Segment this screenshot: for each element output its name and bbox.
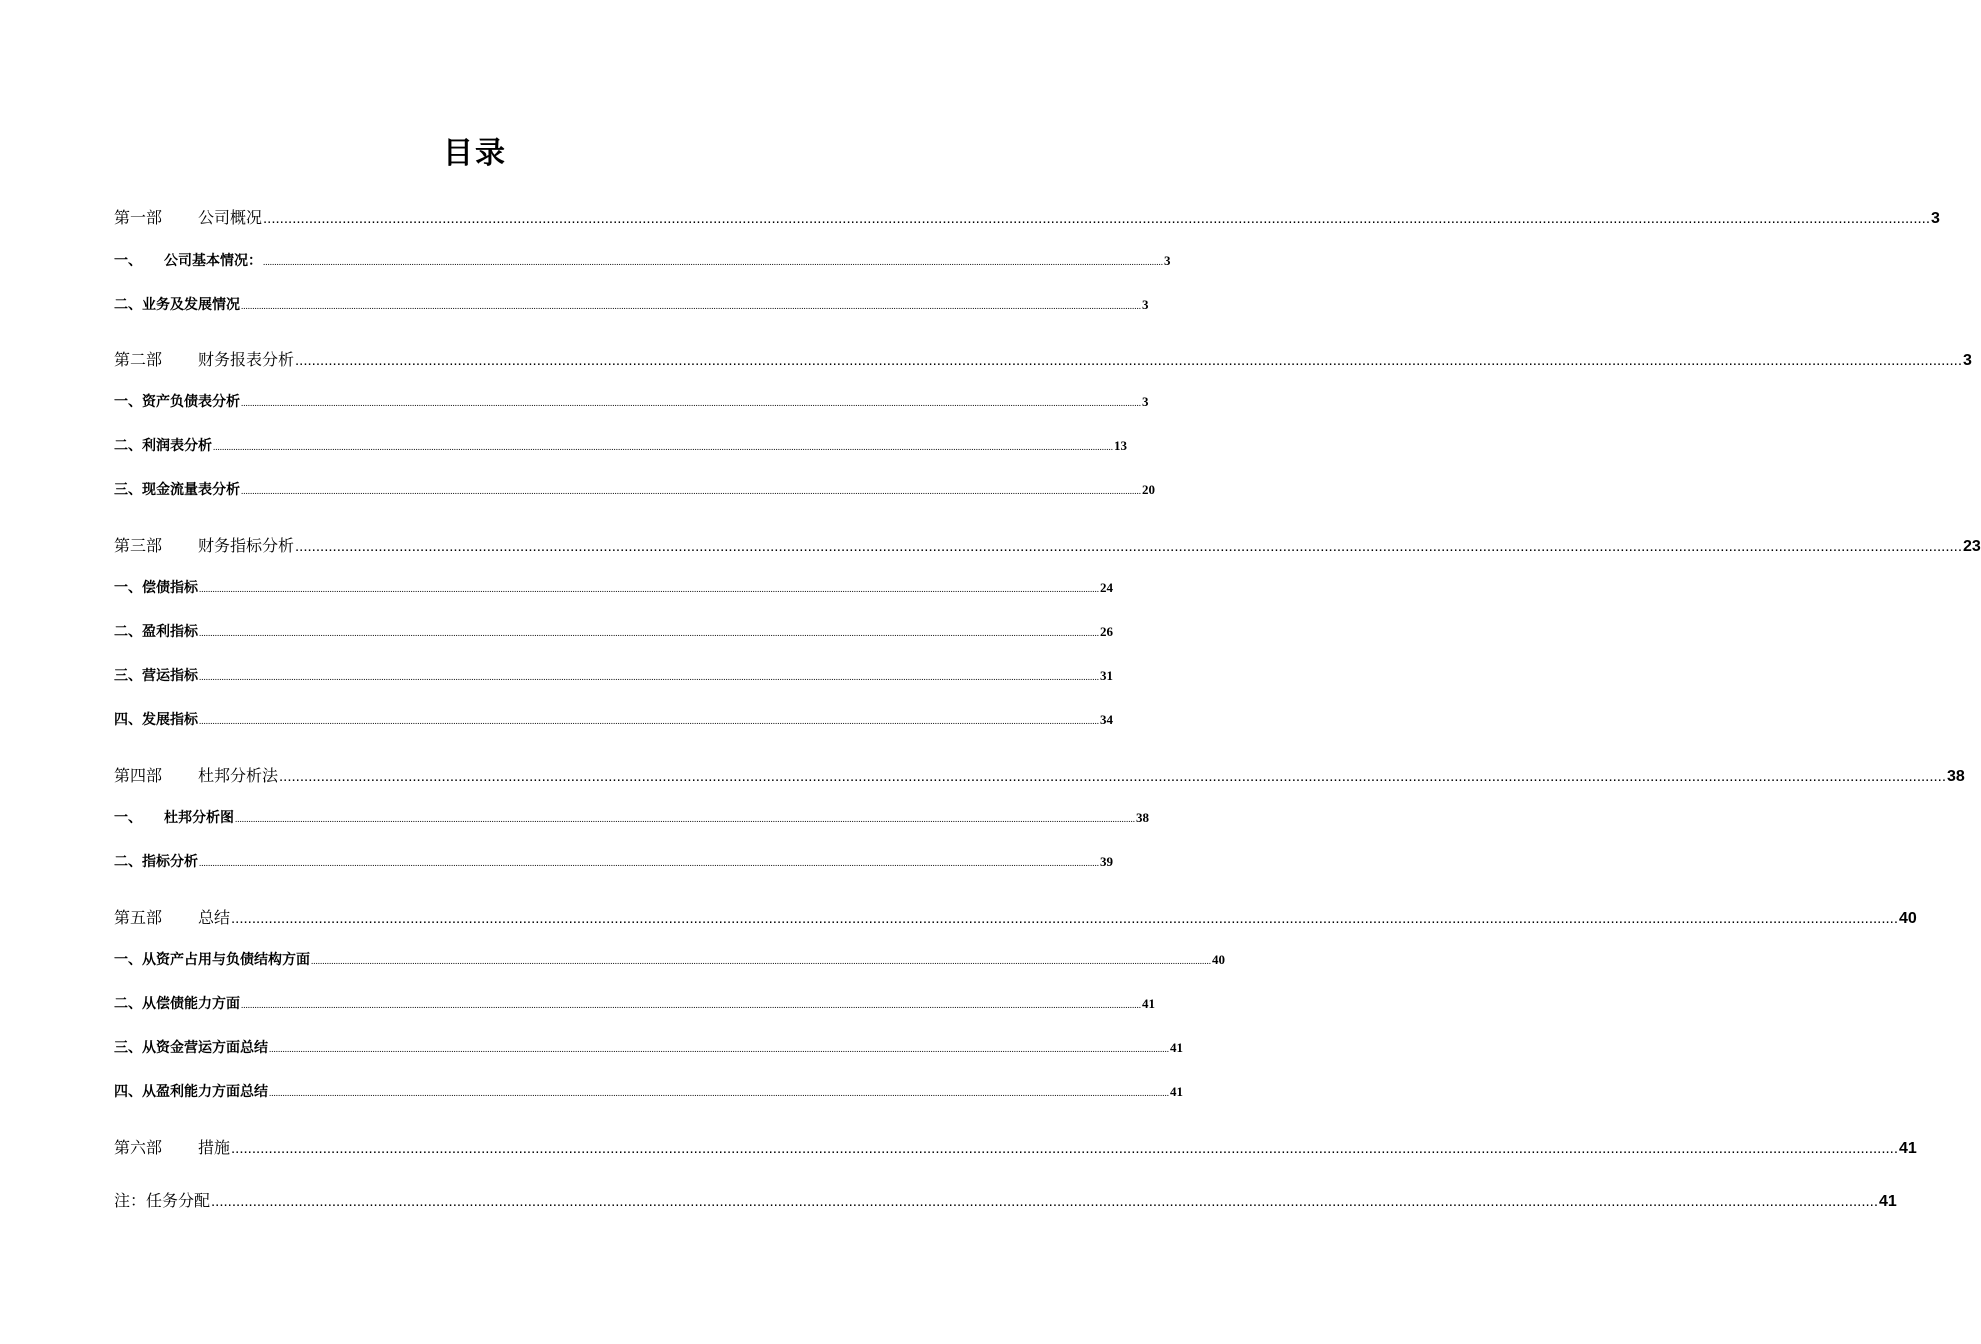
toc-sub-entry[interactable] (114, 807, 1149, 827)
toc-dot-leader: ................................................................................................................................................................................................................................................................................................................................................................................................................ (263, 257, 1163, 267)
toc-entry-number: 一、 (114, 810, 142, 826)
page-title: 目录 (443, 136, 507, 171)
toc-dot-leader: ................................................................................................................................................................................................................................................................................................................................................................................................................ (279, 768, 1947, 785)
toc-entry-label: 公司概况 (198, 208, 263, 227)
toc-sub-entry[interactable] (114, 577, 1113, 597)
toc-entry-label: 公司基本情况： (164, 253, 262, 269)
toc-dot-leader: ................................................................................................................................................................................................................................................................................................................................................................................................................ (311, 956, 1211, 966)
toc-sub-entry[interactable] (114, 949, 1225, 969)
toc-dot-leader: ................................................................................................................................................................................................................................................................................................................................................................................................................ (263, 210, 1931, 227)
toc-entry-label: 三、从资金营运方面总结 (114, 1040, 268, 1056)
toc-entry-number: 第五部 (114, 908, 163, 927)
toc-page-number: 38 (1947, 768, 1965, 785)
toc-page-number: 41 (1170, 1040, 1183, 1055)
toc-part-entry[interactable] (114, 533, 1981, 556)
toc-entry-label: 二、指标分析 (114, 854, 198, 870)
toc-sub-entry[interactable] (114, 250, 1171, 270)
toc-page-number: 41 (1899, 1140, 1917, 1157)
toc-page-number: 34 (1100, 712, 1113, 727)
toc-dot-leader: ................................................................................................................................................................................................................................................................................................................................................................................................................ (231, 1140, 1899, 1157)
toc-entry-label: 四、发展指标 (114, 712, 198, 728)
toc-page-number: 26 (1100, 624, 1113, 639)
toc-dot-leader: ................................................................................................................................................................................................................................................................................................................................................................................................................ (269, 1044, 1169, 1054)
toc-entry-label: 三、营运指标 (114, 668, 198, 684)
toc-dot-leader: ................................................................................................................................................................................................................................................................................................................................................................................................................ (295, 352, 1963, 369)
toc-dot-leader: ................................................................................................................................................................................................................................................................................................................................................................................................................ (231, 910, 1899, 927)
toc-entry-label: 三、现金流量表分析 (114, 482, 240, 498)
toc-sub-entry[interactable] (114, 294, 1149, 314)
toc-part-entry[interactable] (114, 1188, 1897, 1211)
toc-sub-entry[interactable] (114, 665, 1113, 685)
toc-page-number: 38 (1136, 810, 1149, 825)
toc-entry-number: 第二部 (114, 350, 163, 369)
toc-entry-label: 二、从偿债能力方面 (114, 996, 240, 1012)
toc-entry-label: 总结 (198, 908, 231, 927)
toc-entry-label: 一、偿债指标 (114, 580, 198, 596)
toc-page-number: 3 (1963, 352, 1972, 369)
toc-page-number: 3 (1142, 394, 1149, 409)
toc-dot-leader: ................................................................................................................................................................................................................................................................................................................................................................................................................ (241, 1000, 1141, 1010)
toc-dot-leader: ................................................................................................................................................................................................................................................................................................................................................................................................................ (199, 858, 1099, 868)
toc-page-number: 41 (1142, 996, 1155, 1011)
toc-entry-label: 一、资产负债表分析 (114, 394, 240, 410)
toc-entry-label: 杜邦分析图 (164, 810, 234, 826)
toc-entry-label: 财务报表分析 (198, 350, 295, 369)
toc-dot-leader: ................................................................................................................................................................................................................................................................................................................................................................................................................ (211, 1193, 1879, 1210)
toc-entry-number: 第一部 (114, 208, 163, 227)
toc-part-entry[interactable] (114, 905, 1917, 928)
toc-page-number: 40 (1899, 910, 1917, 927)
toc-page-number: 39 (1100, 854, 1113, 869)
toc-sub-entry[interactable] (114, 391, 1149, 411)
toc-page-number: 13 (1114, 438, 1127, 453)
toc-page-number: 20 (1142, 482, 1155, 497)
toc-dot-leader: ................................................................................................................................................................................................................................................................................................................................................................................................................ (241, 301, 1141, 311)
toc-sub-entry[interactable] (114, 851, 1113, 871)
toc-page-number: 3 (1164, 253, 1171, 268)
toc-sub-entry[interactable] (114, 993, 1155, 1013)
toc-dot-leader: ................................................................................................................................................................................................................................................................................................................................................................................................................ (235, 814, 1135, 824)
toc-entry-number: 第六部 (114, 1138, 163, 1157)
toc-dot-leader: ................................................................................................................................................................................................................................................................................................................................................................................................................ (213, 442, 1113, 452)
toc-page-number: 3 (1931, 210, 1940, 227)
toc-part-entry[interactable] (114, 347, 1972, 370)
toc-entry-label: 措施 (198, 1138, 231, 1157)
toc-entry-label: 四、从盈利能力方面总结 (114, 1084, 268, 1100)
toc-entry-label: 财务指标分析 (198, 536, 295, 555)
toc-page-number: 41 (1879, 1193, 1897, 1210)
toc-part-entry[interactable] (114, 205, 1940, 228)
toc-entry-label: 一、从资产占用与负债结构方面 (114, 952, 310, 968)
toc-dot-leader: ................................................................................................................................................................................................................................................................................................................................................................................................................ (241, 486, 1141, 496)
toc-sub-entry[interactable] (114, 1081, 1183, 1101)
toc-dot-leader: ................................................................................................................................................................................................................................................................................................................................................................................................................ (241, 398, 1141, 408)
toc-entry-label: 杜邦分析法 (198, 766, 279, 785)
toc-dot-leader: ................................................................................................................................................................................................................................................................................................................................................................................................................ (295, 538, 1963, 555)
toc-page-number: 41 (1170, 1084, 1183, 1099)
toc-entry-number: 一、 (114, 253, 142, 269)
toc-entry-label: 二、盈利指标 (114, 624, 198, 640)
toc-sub-entry[interactable] (114, 621, 1113, 641)
toc-entry-number: 第四部 (114, 766, 163, 785)
toc-dot-leader: ................................................................................................................................................................................................................................................................................................................................................................................................................ (199, 716, 1099, 726)
toc-sub-entry[interactable] (114, 435, 1127, 455)
toc-page-number: 40 (1212, 952, 1225, 967)
toc-sub-entry[interactable] (114, 1037, 1183, 1057)
toc-part-entry[interactable] (114, 1135, 1917, 1158)
toc-dot-leader: ................................................................................................................................................................................................................................................................................................................................................................................................................ (199, 584, 1099, 594)
toc-page-number: 31 (1100, 668, 1113, 683)
toc-entry-label: 二、利润表分析 (114, 438, 212, 454)
toc-part-entry[interactable] (114, 763, 1965, 786)
toc-dot-leader: ................................................................................................................................................................................................................................................................................................................................................................................................................ (199, 672, 1099, 682)
toc-dot-leader: ................................................................................................................................................................................................................................................................................................................................................................................................................ (199, 628, 1099, 638)
toc-sub-entry[interactable] (114, 709, 1113, 729)
toc-entry-label: 注：任务分配 (114, 1191, 211, 1210)
toc-page-number: 23 (1963, 538, 1981, 555)
toc-entry-label: 二、业务及发展情况 (114, 297, 240, 313)
toc-dot-leader: ................................................................................................................................................................................................................................................................................................................................................................................................................ (269, 1088, 1169, 1098)
toc-entry-number: 第三部 (114, 536, 163, 555)
toc-sub-entry[interactable] (114, 479, 1155, 499)
toc-page-number: 3 (1142, 297, 1149, 312)
toc-page-number: 24 (1100, 580, 1113, 595)
